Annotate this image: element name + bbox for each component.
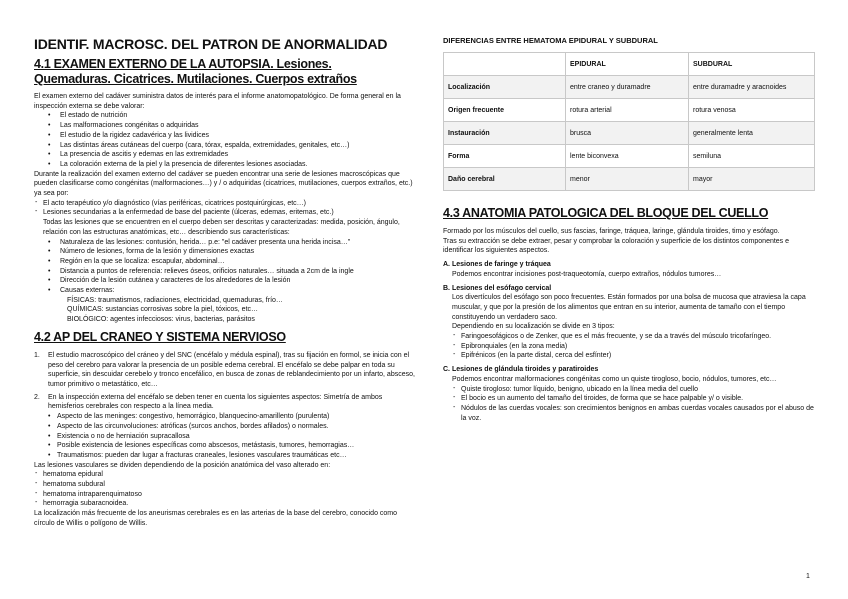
table-cell: rotura venosa [689, 99, 815, 122]
section-4-2-heading: 4.2 AP DEL CRANEO Y SISTEMA NERVIOSO [34, 329, 286, 344]
section-4-3-heading: 4.3 ANATOMIA PATOLOGICA DEL BLOQUE DEL CUELLO [443, 206, 769, 220]
bullet-list [34, 412, 416, 461]
table-row [444, 99, 815, 122]
hematoma-table [443, 52, 815, 191]
table-row [444, 122, 815, 145]
table-cell: menor [566, 168, 689, 191]
list-item-text: El estudio macroscópico del cráneo y del SNC (encéfalo y médula espinal), tras su fijación en formol, se inicia con el peso del cerebro para valorar la presencia de un posible edema cerebral. El encéfalo se debe palpar en toda su superficie, sin descuidar cerebelo y tronco encefálico, en busca de zonas de reblandecimiento por un infarto, absceso, tumor primitivo o metastático, etc… [48, 351, 415, 388]
list-item [34, 208, 416, 237]
left-column [34, 36, 416, 529]
dash-list [34, 470, 416, 509]
table-cell: Daño cerebral [444, 168, 566, 191]
table-cell: semiluna [689, 145, 815, 168]
list-item: • Número de lesiones, forma de la lesión y dimensiones exactas [34, 247, 416, 257]
paragraph: El examen externo del cadáver suministra datos de interés para el informe anatomopatológico. De forma general en la inspección externa se debe valorar: [34, 93, 401, 110]
paragraph: Los divertículos del esófago son poco frecuentes. Están formados por una bolsa de mucosa que atraviesa la capa muscular, y que por la presión de los alimentos que entran en su interior, aumenta de tamaño con el tiempo constituyendo un verdadero saco. [452, 294, 806, 321]
paragraph: Dependiendo en su localización se divide en 3 tipos: [452, 323, 615, 331]
paragraph: Las lesiones vasculares se dividen dependiendo de la posición anatómica del vaso alterado en: [34, 461, 331, 469]
list-item: • Aspecto de las meninges: congestivo, hemorrágico, blanquecino-amarillento (purulenta) [34, 412, 416, 422]
list-item: • Causas externas: [34, 286, 416, 296]
list-item: • Posible existencia de lesiones específicas como abscesos, metástasis, tumores, hemorragias… [34, 441, 416, 451]
list-item-text: Lesiones secundarias a la enfermedad de base del paciente (úlceras, edemas, eritemas, etc.) [43, 209, 334, 217]
item-number: 1. [34, 351, 40, 359]
table-row [444, 76, 815, 99]
subsection-title: Lesiones de glándula tiroides y paratiroides [452, 366, 599, 374]
list-item: - Epifrénicos (en la parte distal, cerca del esfínter) [452, 351, 815, 361]
table-title: DIFERENCIAS ENTRE HEMATOMA EPIDURAL Y SUBDURAL [443, 36, 658, 45]
dash-list [443, 332, 815, 361]
table-header-cell [444, 53, 566, 76]
subsection-title: Lesiones del esófago cervical [452, 284, 552, 292]
list-item: - El acto terapéutico y/o diagnóstico (vías periféricas, cicatrices postquirúrgicas, etc…) [34, 199, 416, 209]
list-item: - Epibronquiales (en la zona media) [452, 342, 815, 352]
list-item: • La coloración externa de la piel y la presencia de diferentes lesiones asociadas. [34, 160, 416, 170]
paragraph: Podemos encontrar incisiones post-traqueotomía, cuerpo extraños, nódulos tumores… [452, 270, 722, 278]
right-column [443, 36, 815, 423]
table-cell: entre duramadre y aracnoides [689, 76, 815, 99]
table-row [444, 145, 815, 168]
list-item: - Faringoesofágicos o de Zenker, que es el más frecuente, y se da a través del músculo tricofaríngeo. [452, 332, 815, 342]
section-4-1-heading [34, 57, 416, 87]
bullet-list [34, 238, 416, 296]
section-4-1-line2: Quemaduras. Cicatrices. Mutilaciones. Cuerpos extraños [34, 72, 357, 86]
list-item: • Naturaleza de las lesiones: contusión, herida… p.e: "el cadáver presenta una herida incisa…" [34, 238, 416, 248]
table-cell: generalmente lenta [689, 122, 815, 145]
subsection-title: Lesiones de faringe y tráquea [452, 261, 551, 269]
list-item: - Quiste tirogloso: tumor líquido, benigno, ubicado en la línea media del cuello [452, 385, 815, 395]
subsection-letter: A. [443, 261, 450, 269]
paragraph: Durante la realización del examen externo del cadáver se pueden encontrar una serie de lesiones macroscópicas que pueden clasificarse como congénitas (malformaciones…) y / o adquiridas (cicatrices, mutilaciones, cuerpos extraños, etc.) ya sea por: [34, 170, 413, 198]
table-cell: mayor [689, 168, 815, 191]
list-item: • Las distintas áreas cutáneas del cuerpo (cara, tórax, espalda, extremidades, genitales, etc…) [34, 141, 416, 151]
table-cell: Localización [444, 76, 566, 99]
list-item: • Aspecto de las circunvoluciones: atróficas (surcos anchos, bordes afilados) o normales. [34, 422, 416, 432]
list-item: - hematoma subdural [34, 480, 416, 490]
cause-item: BIOLÓGICO: agentes infecciosos: virus, bacterias, parásitos [67, 316, 255, 324]
paragraph: La localización más frecuente de los aneurismas cerebrales es en las arterias de la base del cerebro, conocido como círculo de Willis o polígono de Willis. [34, 510, 398, 527]
paragraph: Podemos encontrar malformaciones congénitas como un quiste tirogloso, bocio, nódulos, tumores, etc… [452, 375, 777, 383]
subsection-letter: C. [443, 366, 450, 374]
subsection-letter: B. [443, 284, 450, 292]
list-item-text: En la inspección externa del encéfalo se deben tener en cuenta los siguientes aspectos: Simetría de ambos hemisferios cerebrales con respecto a la línea media. [48, 393, 383, 411]
list-item: • Traumatismos: pueden dar lugar a fracturas craneales, lesiones vasculares traumáticas etc… [34, 451, 416, 461]
bullet-list [34, 111, 416, 169]
table-cell: entre craneo y duramadre [566, 76, 689, 99]
list-item: • El estudio de la rigidez cadavérica y las lividices [34, 131, 416, 141]
dash-list [443, 385, 815, 424]
list-item-text: Todas las lesiones que se encuentren en el cuerpo deben ser descritas y caracterizadas: medida, posición, ángulo, relación con las estructuras anatómicas, etc… describiendo sus características: [43, 219, 400, 236]
causes-list [34, 296, 416, 325]
page-number: 1 [806, 573, 810, 580]
table-cell: Instauración [444, 122, 566, 145]
list-item [34, 393, 416, 412]
table-cell: rotura arterial [566, 99, 689, 122]
subsection-b-heading [443, 284, 815, 294]
list-item: - El bocio es un aumento del tamaño del tiroides, de forma que se hace palpable y/ o visible. [452, 394, 815, 404]
list-item: • Dirección de la lesión cutánea y caracteres de los alrededores de la lesión [34, 276, 416, 286]
section-4-1-line1: 4.1 EXAMEN EXTERNO DE LA AUTOPSIA. Lesiones. [34, 57, 332, 71]
cause-item: FÍSICAS: traumatismos, radiaciones, electricidad, quemaduras, frío… [67, 296, 283, 304]
subsection-a-heading [443, 260, 815, 270]
table-cell: lente biconvexa [566, 145, 689, 168]
list-item: • Las malformaciones congénitas o adquiridas [34, 121, 416, 131]
table-header-row [444, 53, 815, 76]
cause-item: QUÍMICAS: sustancias corrosivas sobre la piel, tóxicos, etc… [67, 306, 259, 314]
numbered-list [34, 351, 416, 412]
list-item: • La presencia de ascitis y edemas en las extremidades [34, 150, 416, 160]
paragraph: Formado por los músculos del cuello, sus fascias, faringe, tráquea, laringe, glándula tiroides, timo y esófago. [443, 228, 780, 235]
table-row [444, 168, 815, 191]
list-item: - Nódulos de las cuerdas vocales: son crecimientos benignos en ambas cuerdas vocales causados por el abuso de la voz. [452, 404, 815, 423]
list-item: • Existencia o no de herniación supracallosa [34, 432, 416, 442]
list-item [34, 351, 416, 390]
paragraph: Tras su extracción se debe extraer, pesar y comprobar la coloración y superficie de los distintos componentes e identificar los siguientes aspectos. [443, 237, 790, 255]
page-title: IDENTIF. MACROSC. DEL PATRON DE ANORMALIDAD [34, 36, 388, 52]
list-item: - hemorragia subaracnoidea. [34, 499, 416, 509]
subsection-c-heading [443, 365, 815, 375]
table-cell: brusca [566, 122, 689, 145]
table-header-cell: EPIDURAL [566, 53, 689, 76]
table-cell: Origen frecuente [444, 99, 566, 122]
list-item: - hematoma intraparenquimatoso [34, 490, 416, 500]
list-item: • Región en la que se localiza: escapular, abdominal… [34, 257, 416, 267]
list-item: - hematoma epidural [34, 470, 416, 480]
table-cell: Forma [444, 145, 566, 168]
item-number: 2. [34, 393, 40, 401]
list-item: • El estado de nutrición [34, 111, 416, 121]
dash-list [34, 199, 416, 238]
table-header-cell: SUBDURAL [689, 53, 815, 76]
list-item: • Distancia a puntos de referencia: relieves óseos, orificios naturales… situada a 2cm de la ingle [34, 267, 416, 277]
